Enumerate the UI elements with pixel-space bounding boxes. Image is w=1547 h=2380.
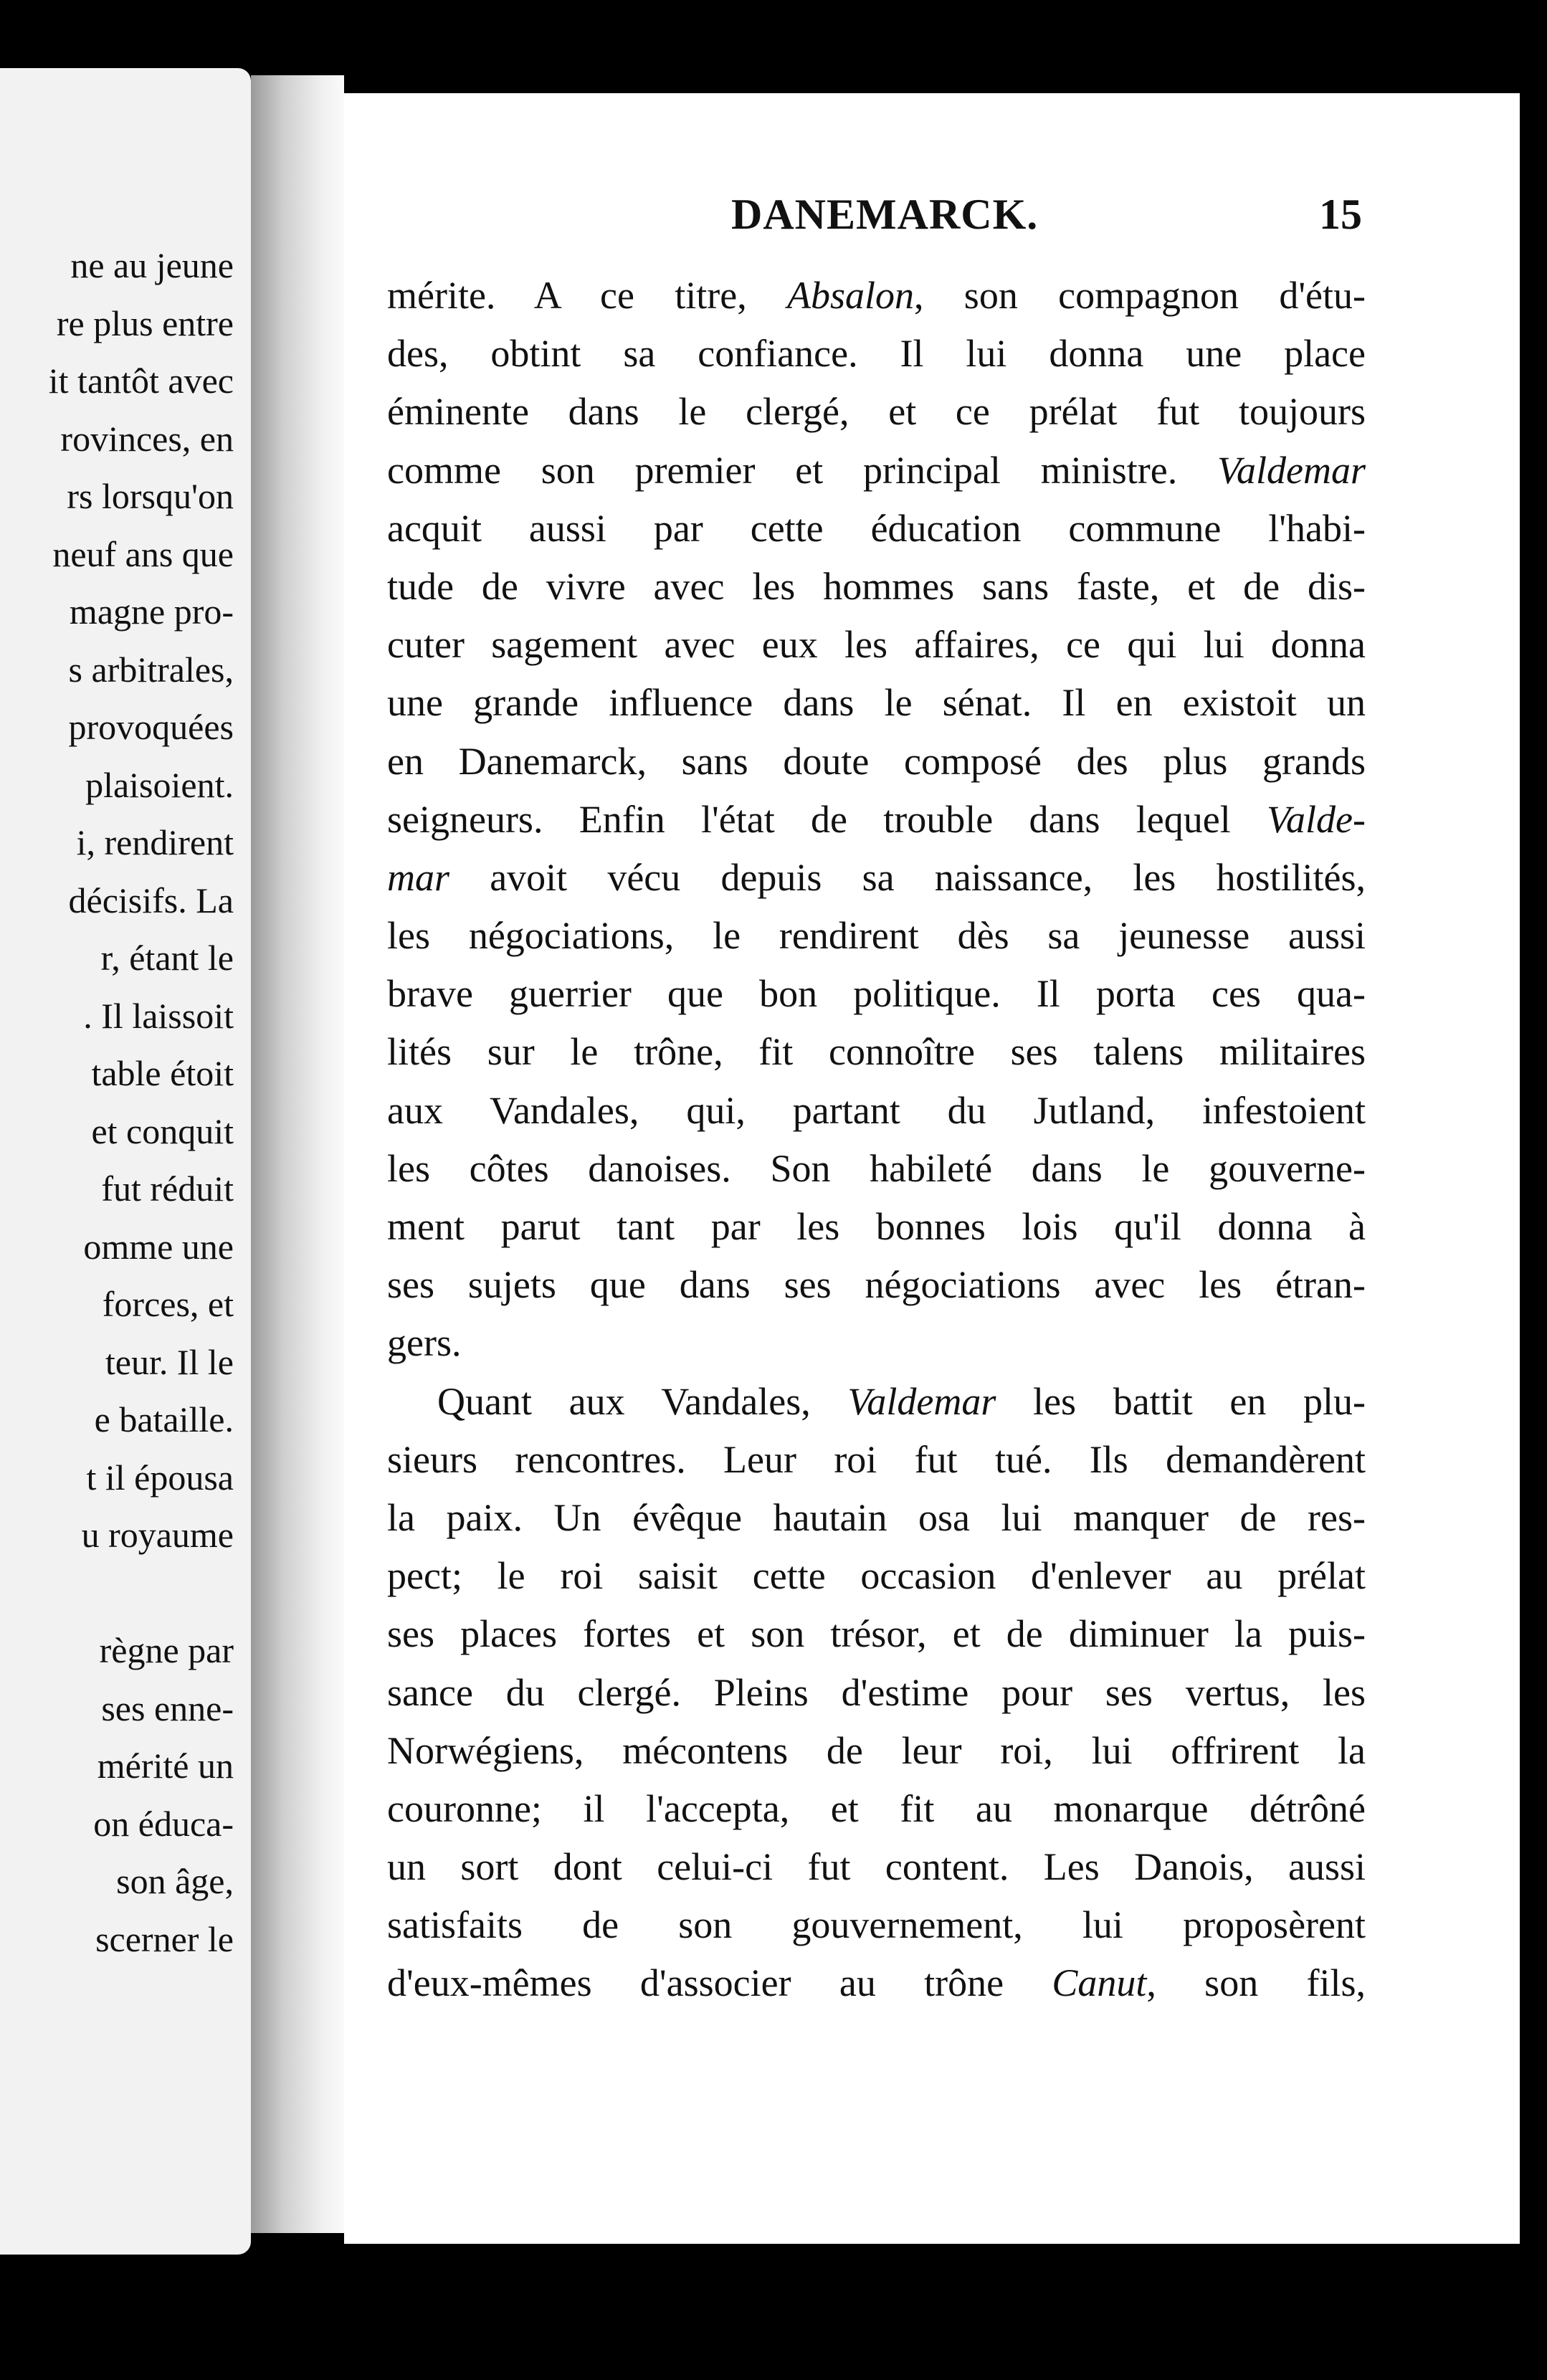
text-segment: aux Vandales, qui, partant du Jutland, infestoient	[387, 1088, 1366, 1132]
text-line	[387, 1489, 1366, 1547]
left-page-line: mérité un	[97, 1746, 234, 1786]
text-line	[387, 1838, 1366, 1896]
left-page-line: table étoit	[91, 1053, 234, 1093]
left-page-line: it tantôt avec	[48, 361, 234, 401]
text-segment: avoit vécu depuis sa naissance, les hostilités,	[449, 855, 1366, 899]
text-segment: sieurs rencontres. Leur roi fut tué. Ils demandèrent	[387, 1437, 1366, 1481]
book-gutter	[251, 75, 344, 2233]
text-segment: sance du clergé. Pleins d'estime pour ses vertus, les	[387, 1670, 1366, 1714]
text-line	[387, 1373, 1366, 1431]
text-line	[387, 383, 1366, 441]
text-segment: en Danemarck, sans doute composé des plus grands	[387, 739, 1366, 783]
text-line	[387, 500, 1366, 558]
text-segment: des, obtint sa confiance. Il lui donna une place	[387, 332, 1366, 376]
left-page-line: scerner le	[95, 1918, 234, 1959]
left-page-line: rovinces, en	[60, 418, 234, 459]
text-segment: brave guerrier que bon politique. Il porta ces qua-	[387, 972, 1366, 1016]
text-line	[387, 1954, 1366, 2012]
text-line	[387, 558, 1366, 616]
left-page-line: règne par	[99, 1630, 234, 1670]
text-line	[387, 1314, 1366, 1372]
left-page-line: provoquées	[68, 707, 234, 747]
body-text	[387, 267, 1366, 2013]
text-segment: ses sujets que dans ses négociations avec les étran-	[387, 1263, 1366, 1307]
text-segment: ses places fortes et son trésor, et de diminuer la puis-	[387, 1612, 1366, 1656]
page-number: 15	[1319, 191, 1362, 238]
left-page-line: plaisoient.	[85, 764, 234, 805]
text-line	[387, 267, 1366, 325]
left-page-line: . Il laissoit	[83, 995, 234, 1036]
italic-name: mar	[387, 855, 450, 899]
text-line	[387, 1780, 1366, 1838]
text-line	[387, 1023, 1366, 1081]
text-line	[387, 849, 1366, 907]
italic-name: Canut	[1052, 1961, 1147, 2005]
text-line	[387, 1664, 1366, 1722]
text-line	[387, 1140, 1366, 1198]
text-segment: les côtes danoises. Son habileté dans le gouverne-	[387, 1146, 1366, 1190]
text-line	[387, 1896, 1366, 1954]
left-page-line: ne au jeune	[70, 245, 234, 285]
text-segment: satisfaits de son gouvernement, lui proposèrent	[387, 1903, 1366, 1947]
text-line	[387, 616, 1366, 674]
text-segment: gers.	[387, 1321, 462, 1365]
text-segment: , son fils,	[1146, 1961, 1366, 2005]
text-segment: Norwégiens, mécontens de leur roi, lui offrirent la	[387, 1728, 1366, 1772]
left-page-line: t il épousa	[86, 1457, 234, 1498]
left-page-line: neuf ans que	[52, 533, 234, 574]
text-line	[387, 965, 1366, 1023]
italic-name: Valdemar	[1217, 448, 1366, 492]
text-line	[387, 442, 1366, 500]
text-line	[387, 791, 1366, 849]
text-segment: pect; le roi saisit cette occasion d'enlever au prélat	[387, 1554, 1366, 1598]
text-line	[387, 1082, 1366, 1140]
left-page-line: décisifs. La	[68, 880, 234, 920]
italic-name: Valde-	[1267, 797, 1366, 841]
left-page-line: e bataille.	[94, 1399, 234, 1439]
text-segment: une grande influence dans le sénat. Il en existoit un	[387, 681, 1366, 725]
left-page-fragment	[0, 68, 251, 2255]
text-segment: lités sur le trône, fit connoître ses talens militaires	[387, 1030, 1366, 1074]
text-line	[387, 1198, 1366, 1256]
left-page-line: teur. Il le	[105, 1341, 234, 1382]
text-segment: les négociations, le rendirent dès sa jeunesse aussi	[387, 914, 1366, 958]
text-line	[387, 674, 1366, 732]
left-page-line: fut réduit	[101, 1168, 234, 1209]
text-line	[387, 907, 1366, 965]
left-page-line: son âge,	[116, 1861, 234, 1901]
text-segment: cuter sagement avec eux les affaires, ce qui lui donna	[387, 623, 1366, 667]
italic-name: Absalon	[787, 274, 915, 317]
text-line	[387, 325, 1366, 383]
text-segment: d'eux-mêmes d'associer au trône	[387, 1961, 1052, 2005]
left-page-line: r, étant le	[100, 938, 234, 978]
text-line	[387, 1431, 1366, 1489]
left-page-line: rs lorsqu'on	[67, 476, 234, 516]
text-segment: un sort dont celui-ci fut content. Les Danois, aussi	[387, 1845, 1366, 1889]
left-page-line: u royaume	[81, 1515, 234, 1555]
left-page-line: re plus entre	[56, 303, 234, 343]
text-segment: la paix. Un évêque hautain osa lui manquer de res-	[387, 1495, 1366, 1539]
left-page-line: ses enne-	[101, 1688, 234, 1728]
text-line	[387, 1256, 1366, 1314]
text-segment: comme son premier et principal ministre.	[387, 448, 1218, 492]
running-head: DANEMARCK.	[731, 191, 1039, 238]
left-page-line: s arbitrales,	[68, 649, 234, 690]
text-line	[387, 1605, 1366, 1663]
left-page-line: et conquit	[91, 1110, 234, 1151]
text-line	[387, 1722, 1366, 1780]
text-segment: ment parut tant par les bonnes lois qu'il donna à	[387, 1205, 1366, 1248]
left-page-line: forces, et	[102, 1284, 234, 1324]
text-segment: couronne; il l'accepta, et fit au monarque détrôné	[387, 1786, 1366, 1830]
text-segment: mérite. A ce titre,	[387, 274, 787, 317]
text-segment: les battit en plu-	[996, 1379, 1366, 1423]
text-segment: tude de vivre avec les hommes sans faste, et de dis-	[387, 564, 1366, 608]
left-page-line: omme une	[83, 1226, 234, 1267]
text-line	[387, 733, 1366, 791]
left-page-line: i, rendirent	[76, 822, 234, 862]
text-segment: Quant aux Vandales,	[437, 1379, 848, 1423]
text-line	[387, 1547, 1366, 1605]
text-segment: acquit aussi par cette éducation commune l'habi-	[387, 506, 1366, 550]
italic-name: Valdemar	[847, 1379, 996, 1423]
text-segment: éminente dans le clergé, et ce prélat fut toujours	[387, 390, 1366, 434]
left-page-line: on éduca-	[93, 1803, 234, 1844]
text-segment: , son compagnon d'étu-	[914, 274, 1366, 317]
left-page-line: magne pro-	[69, 591, 234, 632]
text-segment: seigneurs. Enfin l'état de trouble dans lequel	[387, 797, 1267, 841]
